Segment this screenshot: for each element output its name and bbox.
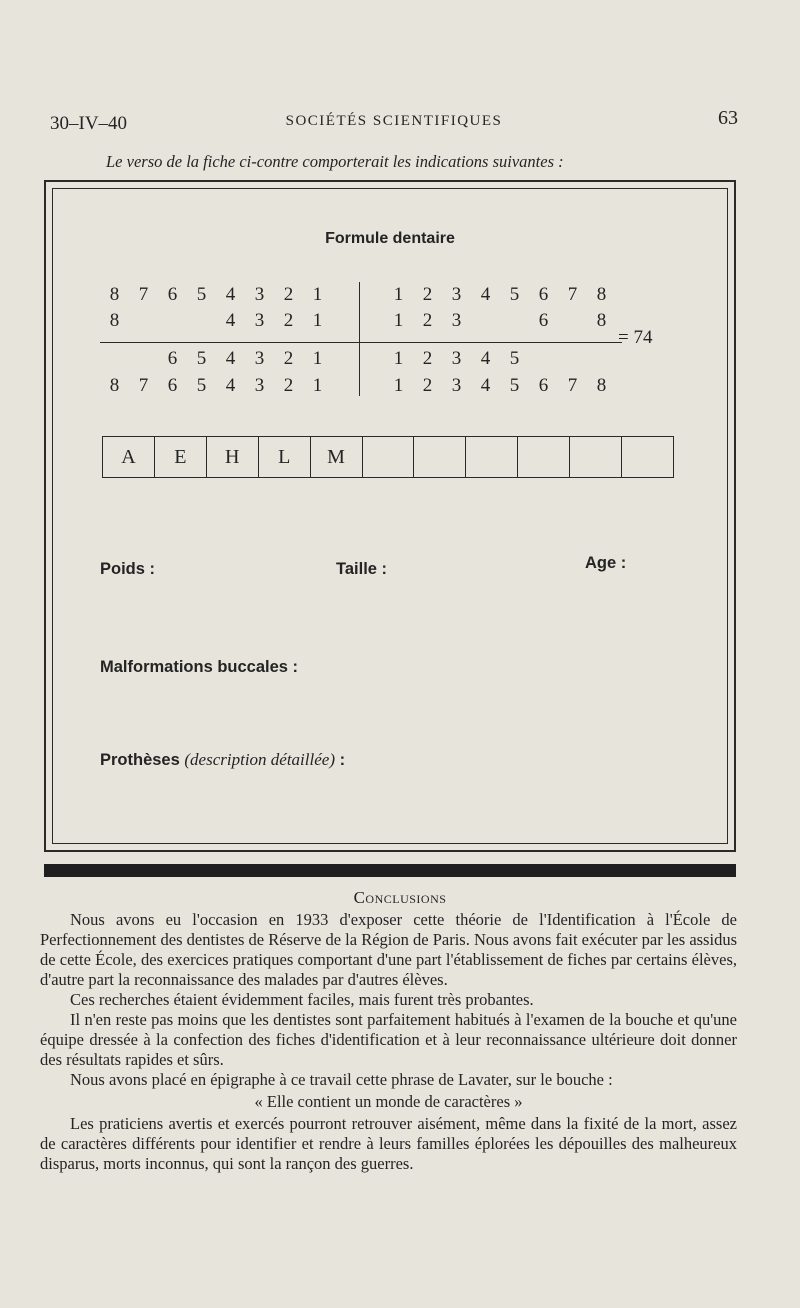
label-poids: Poids :	[100, 560, 156, 578]
tooth-number: 5	[196, 348, 207, 369]
page-number: 63	[718, 107, 738, 129]
tooth-number: 4	[480, 348, 491, 369]
tooth-number: 8	[596, 310, 607, 331]
tooth-number: 4	[225, 310, 236, 331]
tooth-number	[158, 310, 187, 332]
conclusions-body	[40, 910, 737, 1174]
teeth-lower-right-1	[384, 348, 616, 370]
tooth-number	[558, 310, 587, 332]
running-header	[50, 107, 738, 137]
jaw-divider-line	[100, 342, 622, 343]
teeth-total: = 74	[618, 327, 653, 348]
tooth-number: 2	[422, 284, 433, 305]
tooth-number: 5	[509, 348, 520, 369]
grid-cell: A	[103, 437, 155, 477]
teeth-upper-left-2	[100, 310, 332, 332]
tooth-number: 3	[451, 375, 462, 396]
tooth-number: 6	[167, 348, 178, 369]
tooth-number: 4	[480, 375, 491, 396]
midline-divider	[359, 282, 360, 396]
grid-cell: H	[207, 437, 259, 477]
grid-cell	[518, 437, 570, 477]
teeth-lower-right-2	[384, 375, 616, 397]
protheses-word: Prothèses	[100, 751, 180, 769]
tooth-number: 4	[225, 375, 236, 396]
tooth-number: 1	[312, 348, 323, 369]
grid-cell: L	[259, 437, 311, 477]
teeth-upper-left-1	[100, 284, 332, 306]
paragraph: Les praticiens avertis et exercés pourront retrouver aisément, même dans la fixité de la mort, assez de caractères différents pour identifier et rendre à leurs familles éplorées les dépouilles des malheureux disparus, morts inconnus, qui sont la rançon des guerres.	[40, 1114, 737, 1173]
header-journal: SOCIÉTÉS SCIENTIFIQUES	[285, 113, 503, 129]
tooth-number: 3	[254, 310, 265, 331]
grid-cell: M	[311, 437, 363, 477]
tooth-number: 6	[538, 284, 549, 305]
grid-cell	[363, 437, 415, 477]
tooth-number	[500, 310, 529, 332]
tooth-number	[129, 348, 158, 370]
tooth-number: 1	[393, 348, 404, 369]
tooth-number: 5	[196, 375, 207, 396]
tooth-number: 3	[451, 284, 462, 305]
tooth-number: 2	[283, 348, 294, 369]
separator-rule	[44, 864, 736, 877]
tooth-number: 2	[283, 375, 294, 396]
paragraph: Nous avons placé en épigraphe à ce travail cette phrase de Lavater, sur le bouche :	[70, 1070, 613, 1089]
tooth-number: 6	[538, 375, 549, 396]
tooth-number: 4	[480, 284, 491, 305]
label-age: Age :	[585, 554, 627, 572]
tooth-number: 1	[393, 310, 404, 331]
tooth-number: 8	[596, 284, 607, 305]
header-date: 30–IV–40	[50, 113, 128, 134]
tooth-number: 1	[312, 310, 323, 331]
tooth-number: 1	[312, 284, 323, 305]
tooth-number: 8	[109, 284, 120, 305]
grid-cell: E	[155, 437, 207, 477]
tooth-number: 2	[283, 310, 294, 331]
tooth-number: 4	[225, 284, 236, 305]
tooth-number: 5	[509, 284, 520, 305]
tooth-number	[471, 310, 500, 332]
tooth-number	[129, 310, 158, 332]
dental-record-card	[44, 180, 736, 852]
tooth-number: 7	[567, 375, 578, 396]
intro-line: Le verso de la fiche ci-contre comporterait les indications suivantes :	[106, 152, 564, 171]
tooth-number: 6	[167, 284, 178, 305]
tooth-number: 3	[451, 310, 462, 331]
tooth-number: 7	[567, 284, 578, 305]
section-title: Conclusions	[353, 888, 447, 907]
tooth-number: 3	[254, 284, 265, 305]
classification-grid	[102, 436, 674, 478]
paragraph: Ces recherches étaient évidemment faciles, mais furent très probantes.	[70, 990, 534, 1009]
tooth-number: 1	[393, 284, 404, 305]
label-malformations: Malformations buccales :	[100, 658, 299, 676]
paragraph: Nous avons eu l'occasion en 1933 d'exposer cette théorie de l'Identification à l'École de Perfectionnement des dentistes de Réserve de la Région de Paris. Nous avons fait exécuter par les assidus de cette École, des exercices pratiques comportant d'une part l'établissement de fiches par certains élèves, d'autre part la reconnaissance des malades par d'autres élèves.	[40, 910, 737, 989]
tooth-number: 3	[254, 375, 265, 396]
teeth-lower-left-2	[100, 375, 332, 397]
teeth-upper-right-2	[384, 310, 616, 332]
tooth-number: 6	[167, 375, 178, 396]
tooth-number	[187, 310, 216, 332]
tooth-number: 1	[393, 375, 404, 396]
protheses-colon: :	[334, 751, 346, 769]
protheses-detail: (description détaillée)	[184, 750, 335, 769]
lavater-quote: « Elle contient un monde de caractères »	[254, 1092, 523, 1111]
card-title: Formule dentaire	[325, 230, 455, 247]
tooth-number: 5	[509, 375, 520, 396]
grid-cell	[622, 437, 673, 477]
paragraph: Il n'en reste pas moins que les dentistes sont parfaitement habitués à l'examen de la bouche et qu'une équipe dressée à la confection des fiches d'identification et à leur reconnaissance ultérieure doit donner des résultats rapides et sûrs.	[40, 1010, 737, 1069]
tooth-number: 3	[254, 348, 265, 369]
tooth-number: 7	[138, 375, 149, 396]
tooth-number: 7	[138, 284, 149, 305]
tooth-number: 2	[422, 375, 433, 396]
tooth-number: 2	[422, 310, 433, 331]
grid-cell	[414, 437, 466, 477]
tooth-number: 4	[225, 348, 236, 369]
tooth-number: 2	[422, 348, 433, 369]
tooth-number: 3	[451, 348, 462, 369]
tooth-number: 2	[283, 284, 294, 305]
grid-cell	[570, 437, 622, 477]
teeth-upper-right-1	[384, 284, 616, 306]
label-taille: Taille :	[336, 560, 388, 578]
label-protheses	[100, 750, 345, 770]
teeth-lower-left-1	[100, 348, 332, 370]
tooth-number: 6	[538, 310, 549, 331]
tooth-number: 8	[109, 375, 120, 396]
tooth-number: 8	[596, 375, 607, 396]
tooth-number: 8	[109, 310, 120, 331]
grid-cell	[466, 437, 518, 477]
tooth-number: 5	[196, 284, 207, 305]
tooth-number: 1	[312, 375, 323, 396]
